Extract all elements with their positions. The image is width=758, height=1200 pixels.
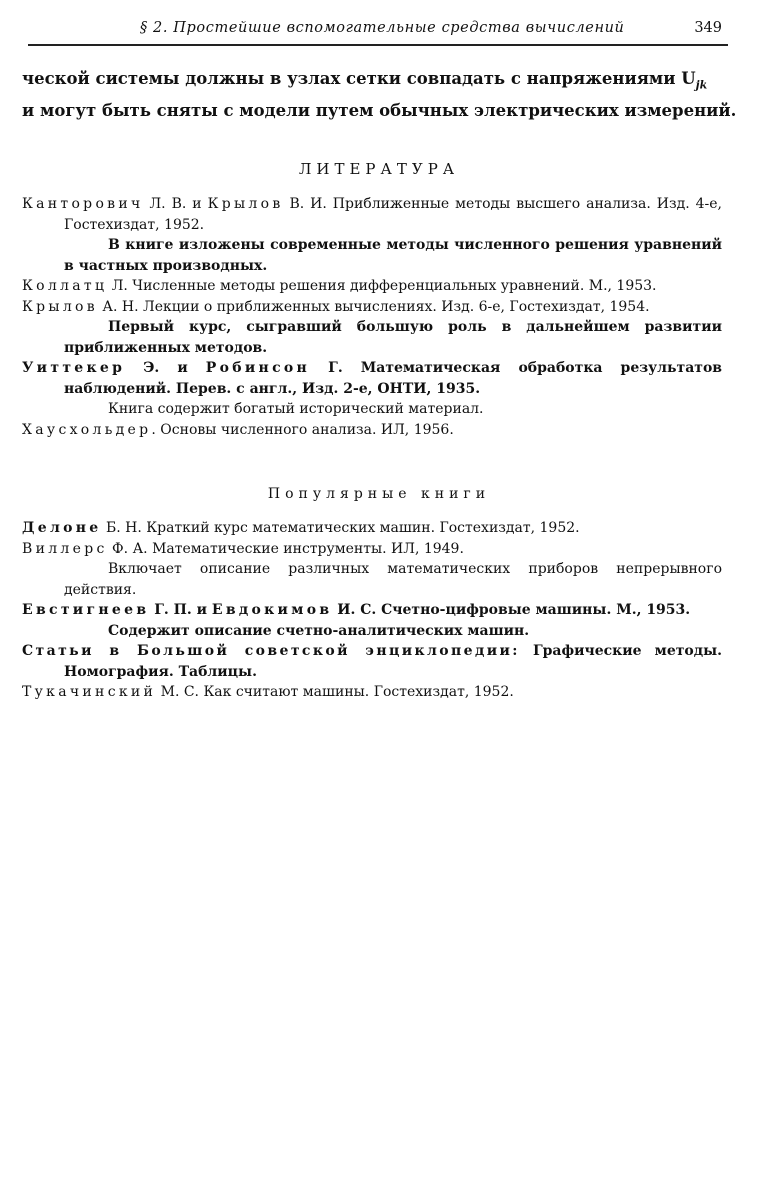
page-number: 349 [694,20,722,36]
popular-books-heading: Популярные книги [267,486,491,502]
reference-item: Хаусхольдер. Основы численного анализа. ИЛ, 1956. [22,421,454,438]
running-title: § 2. Простейшие вспомогательные средства вычислений [140,20,625,36]
intro-paragraph [22,66,737,124]
reference-item: Коллатц Л. Численные методы решения дифференциальных уравнений. М., 1953. [22,278,657,294]
reference-note: Книга содержит богатый исторический материал. [108,401,484,417]
reference-item: Тукачинский М. С. Как считают машины. Гостехиздат, 1952. [22,684,514,700]
reference-item: Уиттекер Э. и Робинсон Г. Математическая обработка результатов наблюдений. Перев. с англ., Изд. 2-е, ОНТИ, 1935. [22,360,723,397]
intro-subscript: jk [695,78,708,92]
reference-item: Статьи в Большой советской энциклопедии: Графические методы. Номография. Таблицы. [22,643,723,680]
reference-item: Крылов А. Н. Лекции о приближенных вычислениях. Изд. 6-е, Гостехиздат, 1954. [22,298,650,315]
literature-heading: ЛИТЕРАТУРА [298,160,460,178]
literature-list [22,194,722,440]
reference-item: Евстигнеев Г. П. и Евдокимов И. С. Счетно-цифровые машины. М., 1953. [22,602,691,618]
reference-note: Первый курс, сыгравший большую роль в дальнейшем развитии приближенных методов. [64,319,722,356]
intro-line-2: и могут быть сняты с модели путем обычных электрических измерений. [22,101,737,121]
reference-item: Виллерс Ф. А. Математические инструменты. ИЛ, 1949. [22,540,464,557]
intro-line-1: ческой системы должны в узлах сетки совпадать с напряжениями $U_{jk}$ [22,69,708,92]
popular-books-list [22,518,722,703]
reference-note: Содержит описание счетно-аналитических машин. [108,622,530,639]
reference-note: Включает описание различных математических приборов непрерывного действия. [64,561,722,598]
reference-item: Делоне Б. Н. Краткий курс математических машин. Гостехиздат, 1952. [22,520,580,536]
running-header [28,18,728,46]
reference-item: Канторович Л. В. и Крылов В. И. Приближенные методы высшего анализа. Изд. 4-е, Гостехиздат, 1952. [22,196,722,233]
header-rule [28,44,728,46]
reference-note: В книге изложены современные методы численного решения уравнений в частных производных. [64,237,722,274]
